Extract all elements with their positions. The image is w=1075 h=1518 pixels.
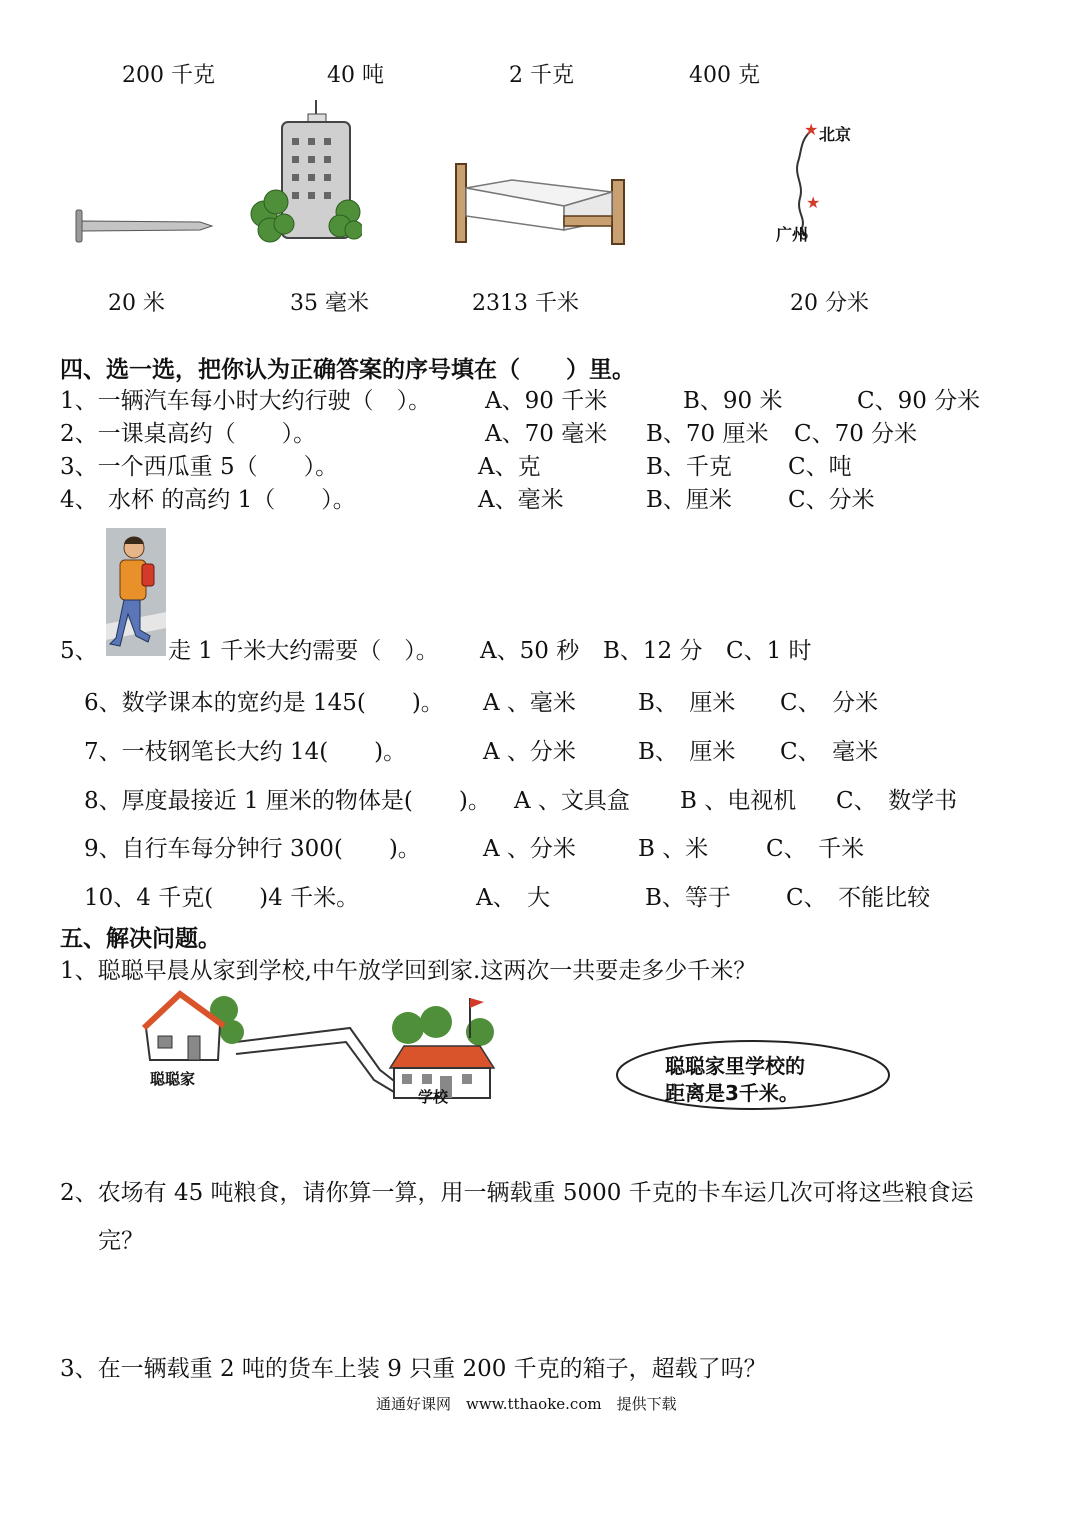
walking-boy-icon: [106, 528, 166, 656]
q8-option-b: B 、电视机: [680, 788, 797, 814]
q8-stem: 8、厚度最接近 1 厘米的物体是( )。: [84, 788, 491, 814]
q9-option-c: C、 千米: [766, 836, 865, 862]
nail-icon: [72, 208, 214, 244]
q5-stem: 走 1 千米大约需要（ ）。: [168, 638, 439, 664]
bottom-label-4: 20 分米: [790, 291, 869, 316]
q5-number: 5、: [60, 638, 98, 664]
q2-option-a: A、70 毫米: [485, 421, 608, 447]
q1-stem: 1、一辆汽车每小时大约行驶（ ）。: [60, 388, 432, 414]
problem-2-line-2: 完？: [98, 1228, 144, 1254]
q10-option-c: C、 不能比较: [786, 885, 931, 911]
q1-option-c: C、90 分米: [857, 388, 981, 414]
q4-option-a: A、毫米: [478, 487, 564, 513]
q5-option-a: A、50 秒: [480, 638, 580, 664]
top-label-4: 400 克: [689, 63, 760, 88]
q4-option-b: B、厘米: [646, 487, 732, 513]
q6-option-c: C、 分米: [780, 690, 879, 716]
star-icon: ★: [804, 120, 819, 139]
q10-option-b: B、等于: [645, 885, 731, 911]
q2-option-c: C、70 分米: [794, 421, 918, 447]
home-label: 聪聪家: [150, 1070, 196, 1088]
school-label: 学校: [418, 1088, 449, 1106]
problem-2-line-1: 2、农场有 45 吨粮食，请你算一算，用一辆载重 5000 千克的卡车运几次可将这些粮食运: [60, 1180, 974, 1206]
q4-option-c: C、分米: [788, 487, 875, 513]
q7-option-a: A 、分米: [483, 739, 576, 765]
q3-option-b: B、千克: [646, 454, 732, 480]
q9-option-b: B 、米: [638, 836, 709, 862]
q9-stem: 9、自行车每分钟行 300( )。: [84, 836, 421, 862]
home-icon: [144, 994, 244, 1060]
section-5-title: 五、解决问题。: [60, 925, 221, 952]
q3-option-a: A、克: [478, 454, 541, 480]
bubble-line-1: 聪聪家里学校的: [665, 1054, 805, 1078]
q8-option-a: A 、文具盒: [514, 788, 630, 814]
building-icon: [250, 98, 362, 244]
q5-option-c: C、1 时: [726, 638, 812, 664]
q7-stem: 7、一枝钢笔长大约 14( )。: [84, 739, 407, 765]
q7-option-b: B、 厘米: [638, 739, 736, 765]
problem-3: 3、在一辆载重 2 吨的货车上装 9 只重 200 千克的箱子，超载了吗？: [60, 1356, 767, 1382]
bottom-label-2: 35 毫米: [290, 291, 369, 316]
bed-icon: [452, 158, 630, 246]
q10-stem: 10、4 千克( )4 千米。: [84, 885, 360, 911]
top-label-2: 40 吨: [327, 63, 384, 88]
q6-stem: 6、数学课本的宽约是 145( )。: [84, 690, 444, 716]
q2-option-b: B、70 厘米: [646, 421, 769, 447]
top-label-3: 2 千克: [509, 63, 574, 88]
q5-option-b: B、12 分: [603, 638, 703, 664]
school-icon: [390, 998, 494, 1098]
q3-stem: 3、一个西瓜重 5（ ）。: [60, 454, 339, 480]
q1-option-a: A、90 千米: [485, 388, 608, 414]
q9-option-a: A 、分米: [483, 836, 576, 862]
svg-text:★: ★: [806, 193, 821, 212]
bottom-label-1: 20 米: [108, 291, 165, 316]
bottom-label-3: 2313 千米: [472, 291, 579, 316]
top-label-1: 200 千克: [122, 63, 215, 88]
q7-option-c: C、 毫米: [780, 739, 879, 765]
section-4-title: 四、选一选，把你认为正确答案的序号填在（ ）里。: [60, 356, 635, 383]
q1-option-b: B、90 米: [683, 388, 783, 414]
q6-option-a: A 、毫米: [483, 690, 576, 716]
q4-stem: 水杯 的高约 1（ ）。: [108, 487, 356, 513]
q2-stem: 2、一课桌高约（ ）。: [60, 421, 317, 447]
q10-option-a: A、 大: [476, 885, 551, 911]
footer-credit: 通通好课网 www.tthaoke.com 提供下载: [376, 1395, 677, 1413]
q3-option-c: C、吨: [788, 454, 852, 480]
problem-1: 1、聪聪早晨从家到学校,中午放学回到家.这两次一共要走多少千米？: [60, 958, 757, 984]
map-label-guangzhou: 广州: [776, 225, 809, 244]
map-label-beijing: 北京: [819, 125, 852, 144]
q6-option-b: B、 厘米: [638, 690, 736, 716]
q8-option-c: C、 数学书: [836, 788, 958, 814]
bubble-line-2: 距离是3千米。: [665, 1081, 799, 1105]
q4-number: 4、: [60, 487, 98, 513]
